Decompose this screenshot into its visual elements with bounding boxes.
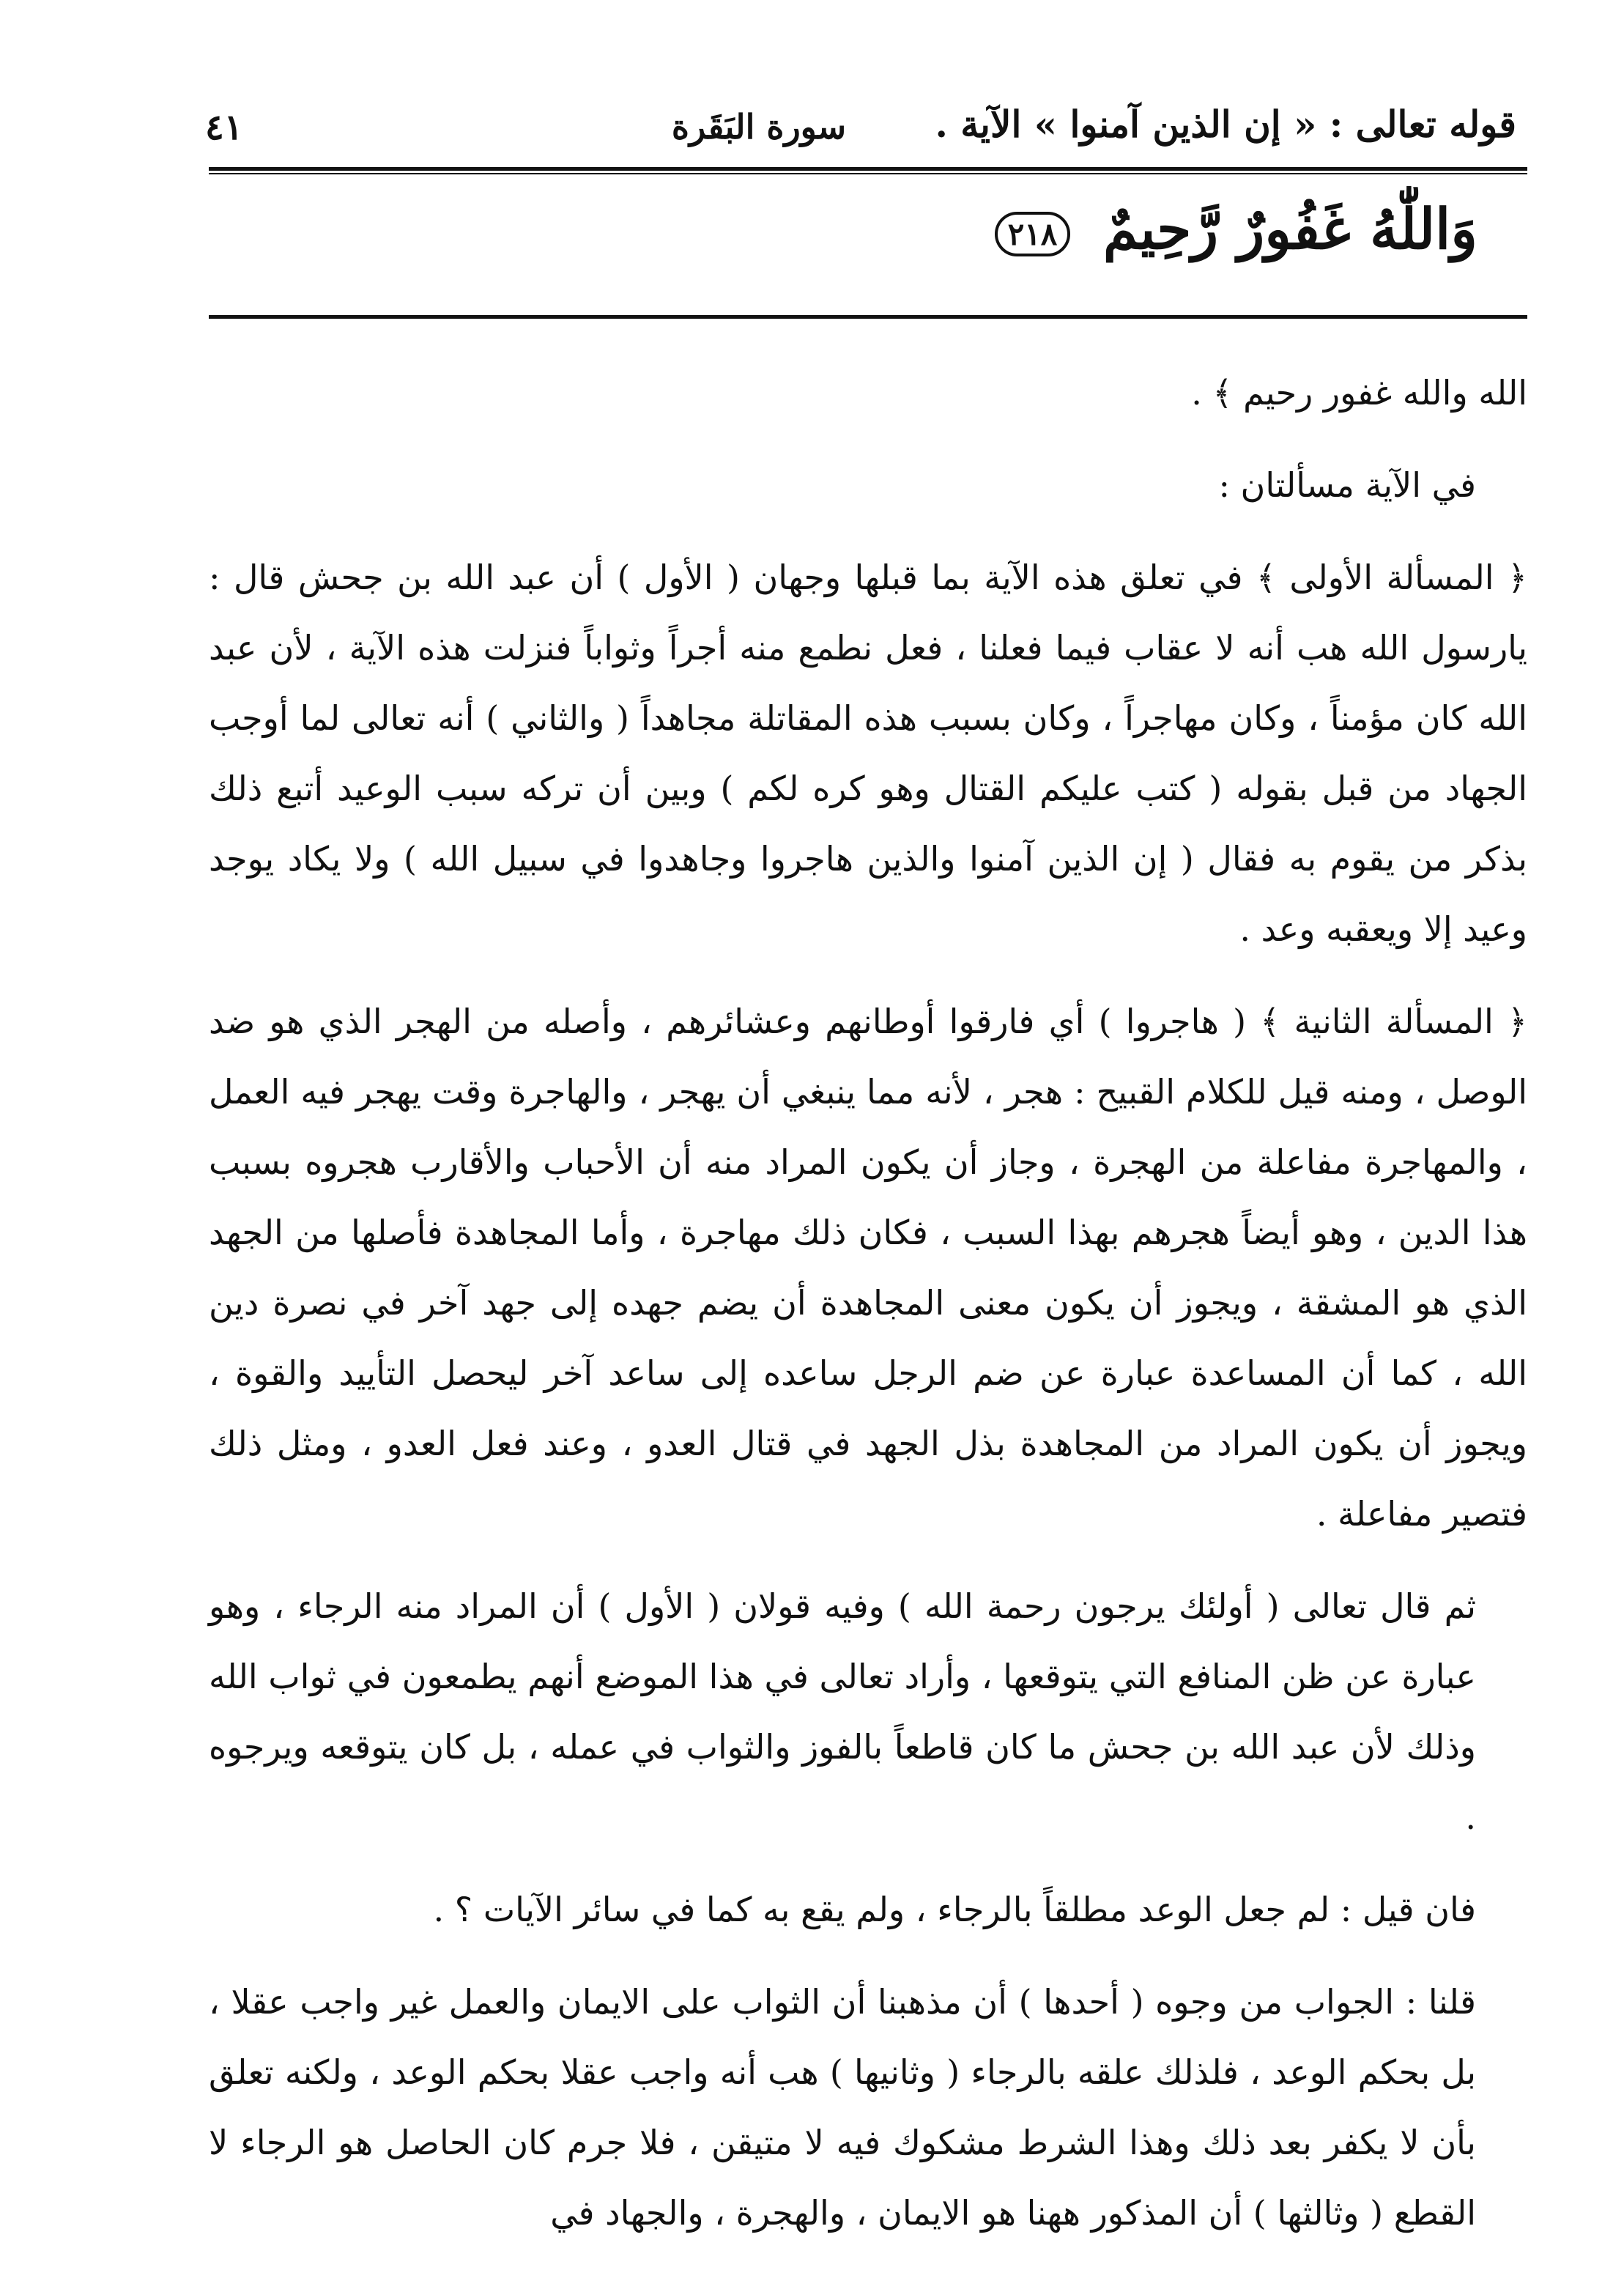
paragraph-4: ﴿ المسألة الثانية ﴾ ( هاجروا ) أي فارقوا أوطانهم وعشائرهم ، وأصله من الهجر الذي هو ضد الوصل ، ومنه قيل للكلام القبيح : هجر ، لأنه مما ينبغي أن يهجر ، والهاجرة وقت يهجر فيه العمل ، والمهاجرة مفاعلة من الهجرة ، وجاز أن يكون المراد منه أن الأحباب والأقارب هجروه بسبب هذا الدين ، وهو أيضاً هجرهم بهذا السبب ، فكان ذلك مهاجرة ، وأما المجاهدة فأصلها من الجهد الذي هو المشقة ، ويجوز أن يكون معنى المجاهدة أن يضم جهده إلى جهد آخر في نصرة دين الله ، كما أن المساعدة عبارة عن ضم الرجل ساعده إلى ساعد آخر ليحصل التأييد والقوة ، ويجوز أن يكون المراد من المجاهدة بذل الجهد في قتال العدو ، وعند فعل العدو ، ومثل ذلك فتصير مفاعلة . — [209, 1002, 1527, 1534]
paragraph-6: فان قيل : لم جعل الوعد مطلقاً بالرجاء ، ولم يقع به كما في سائر الآيات ؟ . — [433, 1890, 1476, 1929]
verse-rule — [209, 315, 1527, 319]
header-rule-thin — [209, 173, 1527, 174]
paragraph-7: قلنا : الجواب من وجوه ( أحدها ) أن مذهبنا أن الثواب على الايمان والعمل غير واجب عقلا ، بل بحكم الوعد ، فلذلك علقه بالرجاء ( وثانيها ) هب أنه واجب عقلا بحكم الوعد ، ولكنه تعلق بأن لا يكفر بعد ذلك وهذا الشرط مشكوك فيه لا متيقن ، فلا جرم كان الحاصل هو الرجاء لا القطع ( وثالثها ) أن المذكور ههنا هو الايمان ، والهجرة ، والجهاد في — [209, 1982, 1476, 2233]
paragraph-3: ﴿ المسألة الأولى ﴾ في تعلق هذه الآية بما قبلها وجهان ( الأول ) أن عبد الله بن جحش قال : يارسول الله هب أنه لا عقاب فيما فعلنا ، فعل نطمع منه أجراً وثواباً فنزلت هذه الآية ، لأن عبد الله كان مؤمناً ، وكان مهاجراً ، وكان بسبب هذه المقاتلة مجاهداً ( والثاني ) أنه تعالى لما أوجب الجهاد من قبل بقوله ( كتب عليكم القتال وهو كره لكم ) وبين أن تركه سبب الوعيد أتبع ذلك بذكر من يقوم به فقال ( إن الذين آمنوا والذين هاجروا وجاهدوا في سبيل الله ) ولا يكاد يوجد وعيد إلا ويعقبه وعد . — [209, 558, 1527, 949]
header-title: قوله تعالى : « إن الذين آمنوا » الآية . — [935, 103, 1516, 146]
header-rule — [209, 167, 1527, 171]
page-number: ٤١ — [205, 107, 243, 148]
verse-text: وَاللّٰهُ غَفُورٌ رَّحِيمٌ — [1102, 196, 1477, 262]
header-surah-name: سورة البَقَرة — [671, 107, 846, 147]
commentary-body — [209, 358, 1527, 2270]
quran-verse — [995, 196, 1477, 262]
verse-number-marker: ٢١٨ — [995, 212, 1071, 256]
paragraph-5: ثم قال تعالى ( أولئك يرجون رحمة الله ) وفيه قولان ( الأول ) أن المراد منه الرجاء ، وهو عبارة عن ظن المنافع التي يتوقعها ، وأراد تعالى في هذا الموضع أنهم يطمعون في ثواب الله وذلك لأن عبد الله بن جحش ما كان قاطعاً بالفوز والثواب في عمله ، بل كان يتوقعه ويرجوه . — [209, 1586, 1476, 1837]
paragraph-2: في الآية مسألتان : — [1218, 465, 1476, 505]
paragraph-1: الله والله غفور رحيم ﴾ . — [1191, 373, 1527, 413]
running-header — [205, 103, 1516, 169]
